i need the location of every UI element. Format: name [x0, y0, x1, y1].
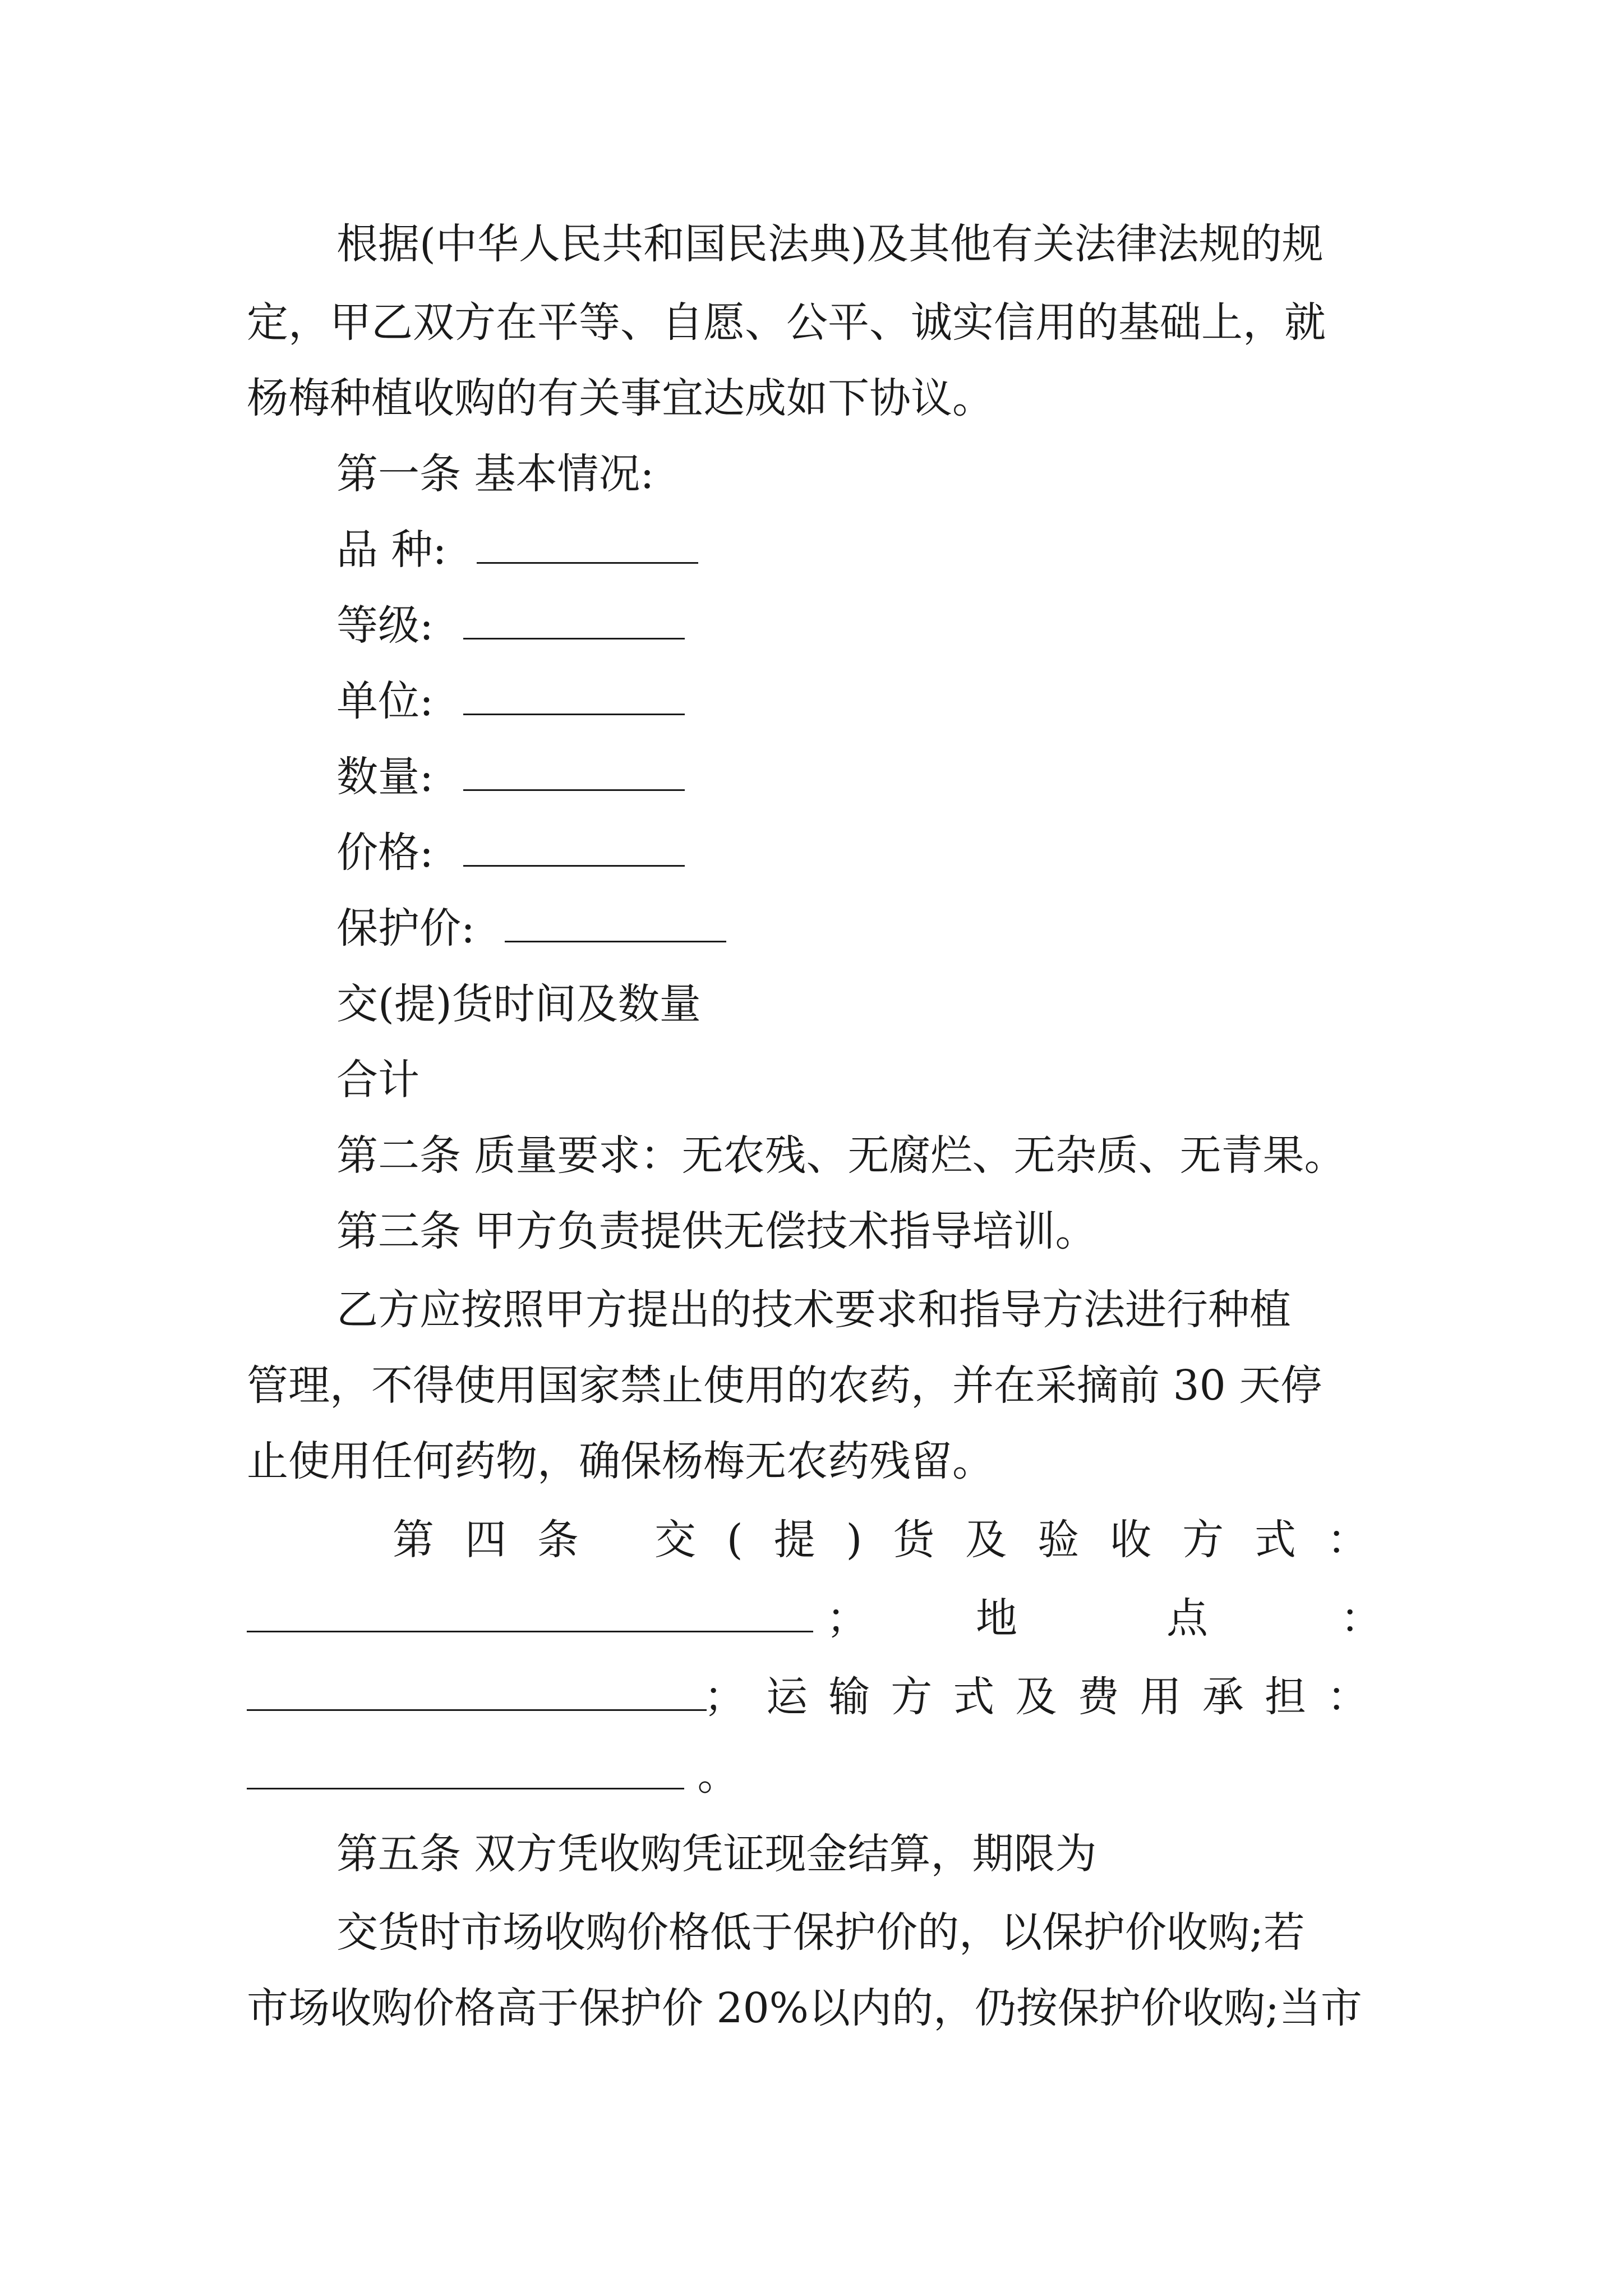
article-3-para-line-3: 止使用任何药物，确保杨梅无农药残留。	[247, 1437, 994, 1485]
grade-row	[336, 597, 685, 654]
variety-blank	[477, 523, 698, 564]
article-3-para-line-2: 管理，不得使用国家禁止使用的农药，并在采摘前 30 天停	[247, 1361, 1322, 1410]
a4-sep-1: ；	[826, 1594, 868, 1642]
unit-row	[336, 673, 685, 729]
a4-char: ：	[1326, 1516, 1368, 1564]
a4-char: 式	[1255, 1516, 1296, 1564]
a4-char: )	[846, 1516, 863, 1564]
quantity-blank	[463, 750, 685, 791]
quantity-label: 数量:	[336, 753, 434, 801]
preamble-line-2: 定，甲乙双方在平等、自愿、公平、诚实信用的基础上，就	[247, 298, 1326, 347]
total-label: 合计	[336, 1056, 419, 1104]
a4-end: 。	[697, 1751, 739, 1800]
transport-char: 方	[891, 1673, 933, 1721]
article-3-text: 第三条 甲方负责提供无偿技术指导培训。	[336, 1207, 1097, 1255]
variety-row	[336, 522, 698, 578]
variety-label: 品 种:	[336, 526, 447, 574]
article-1-heading: 第一条 基本情况:	[336, 450, 654, 498]
transport-char: 担	[1264, 1673, 1306, 1721]
a4-char: 货	[893, 1516, 935, 1564]
transport-blank	[247, 1749, 684, 1789]
a4-char: (	[726, 1516, 743, 1564]
transport-char: 及	[1015, 1673, 1057, 1721]
protect-price-row	[336, 900, 726, 956]
transport-char: 费	[1077, 1673, 1119, 1721]
place-char-1: 地	[976, 1594, 1017, 1642]
a4-char: 条	[537, 1516, 579, 1564]
place-colon: ：	[1340, 1594, 1382, 1642]
transport-char: 运	[766, 1673, 808, 1721]
article-4-transport	[704, 1669, 1368, 1725]
a4-char: 提	[773, 1516, 815, 1564]
article-2-text: 第二条 质量要求：无农残、无腐烂、无杂质、无青果。	[336, 1131, 1346, 1180]
grade-blank	[463, 599, 685, 639]
transport-char: 式	[953, 1673, 995, 1721]
delivery-time-label: 交(提)货时间及数量	[336, 980, 701, 1028]
a4-char: 验	[1038, 1516, 1080, 1564]
article-5-line-1: 交货时市场收购价格低于保护价的，以保护价收购;若	[336, 1908, 1305, 1957]
preamble-line-1: 根据(中华人民共和国民法典)及其他有关法律法规的规	[336, 220, 1324, 268]
a4-char: 四	[464, 1516, 506, 1564]
a4-sep-2: ；	[704, 1673, 745, 1721]
article-4-line-1	[393, 1512, 1368, 1568]
grade-label: 等级:	[336, 601, 434, 650]
protect-price-label: 保护价:	[336, 904, 475, 953]
transport-char: 用	[1140, 1673, 1182, 1721]
a4-char: 收	[1110, 1516, 1152, 1564]
article-5-heading: 第五条 双方凭收购凭证现金结算，期限为	[336, 1830, 1097, 1878]
a4-char: 方	[1182, 1516, 1224, 1564]
price-row	[336, 825, 685, 881]
transport-char: 承	[1202, 1673, 1244, 1721]
article-4-line-4	[247, 1747, 739, 1803]
price-blank	[463, 826, 685, 867]
quantity-row	[336, 749, 685, 805]
place-char-2: 点	[1166, 1594, 1208, 1642]
preamble-line-3: 杨梅种植收购的有关事宜达成如下协议。	[247, 374, 994, 422]
protect-price-blank	[505, 901, 726, 942]
unit-blank	[463, 674, 685, 715]
place-blank	[247, 1670, 707, 1711]
transport-char: ：	[1326, 1673, 1368, 1721]
delivery-method-blank	[247, 1591, 813, 1632]
article-3-para-line-1: 乙方应按照甲方提出的技术要求和指导方法进行种植	[336, 1286, 1291, 1334]
a4-char: 第	[393, 1516, 434, 1564]
a4-char: 交	[654, 1516, 696, 1564]
a4-char: 及	[965, 1516, 1007, 1564]
transport-char: 输	[828, 1673, 870, 1721]
unit-label: 单位:	[336, 677, 434, 725]
article-4-line-2	[247, 1590, 1382, 1646]
price-label: 价格:	[336, 829, 434, 877]
article-5-line-2: 市场收购价格高于保护价 20%以内的，仍按保护价收购;当市	[247, 1984, 1362, 2032]
